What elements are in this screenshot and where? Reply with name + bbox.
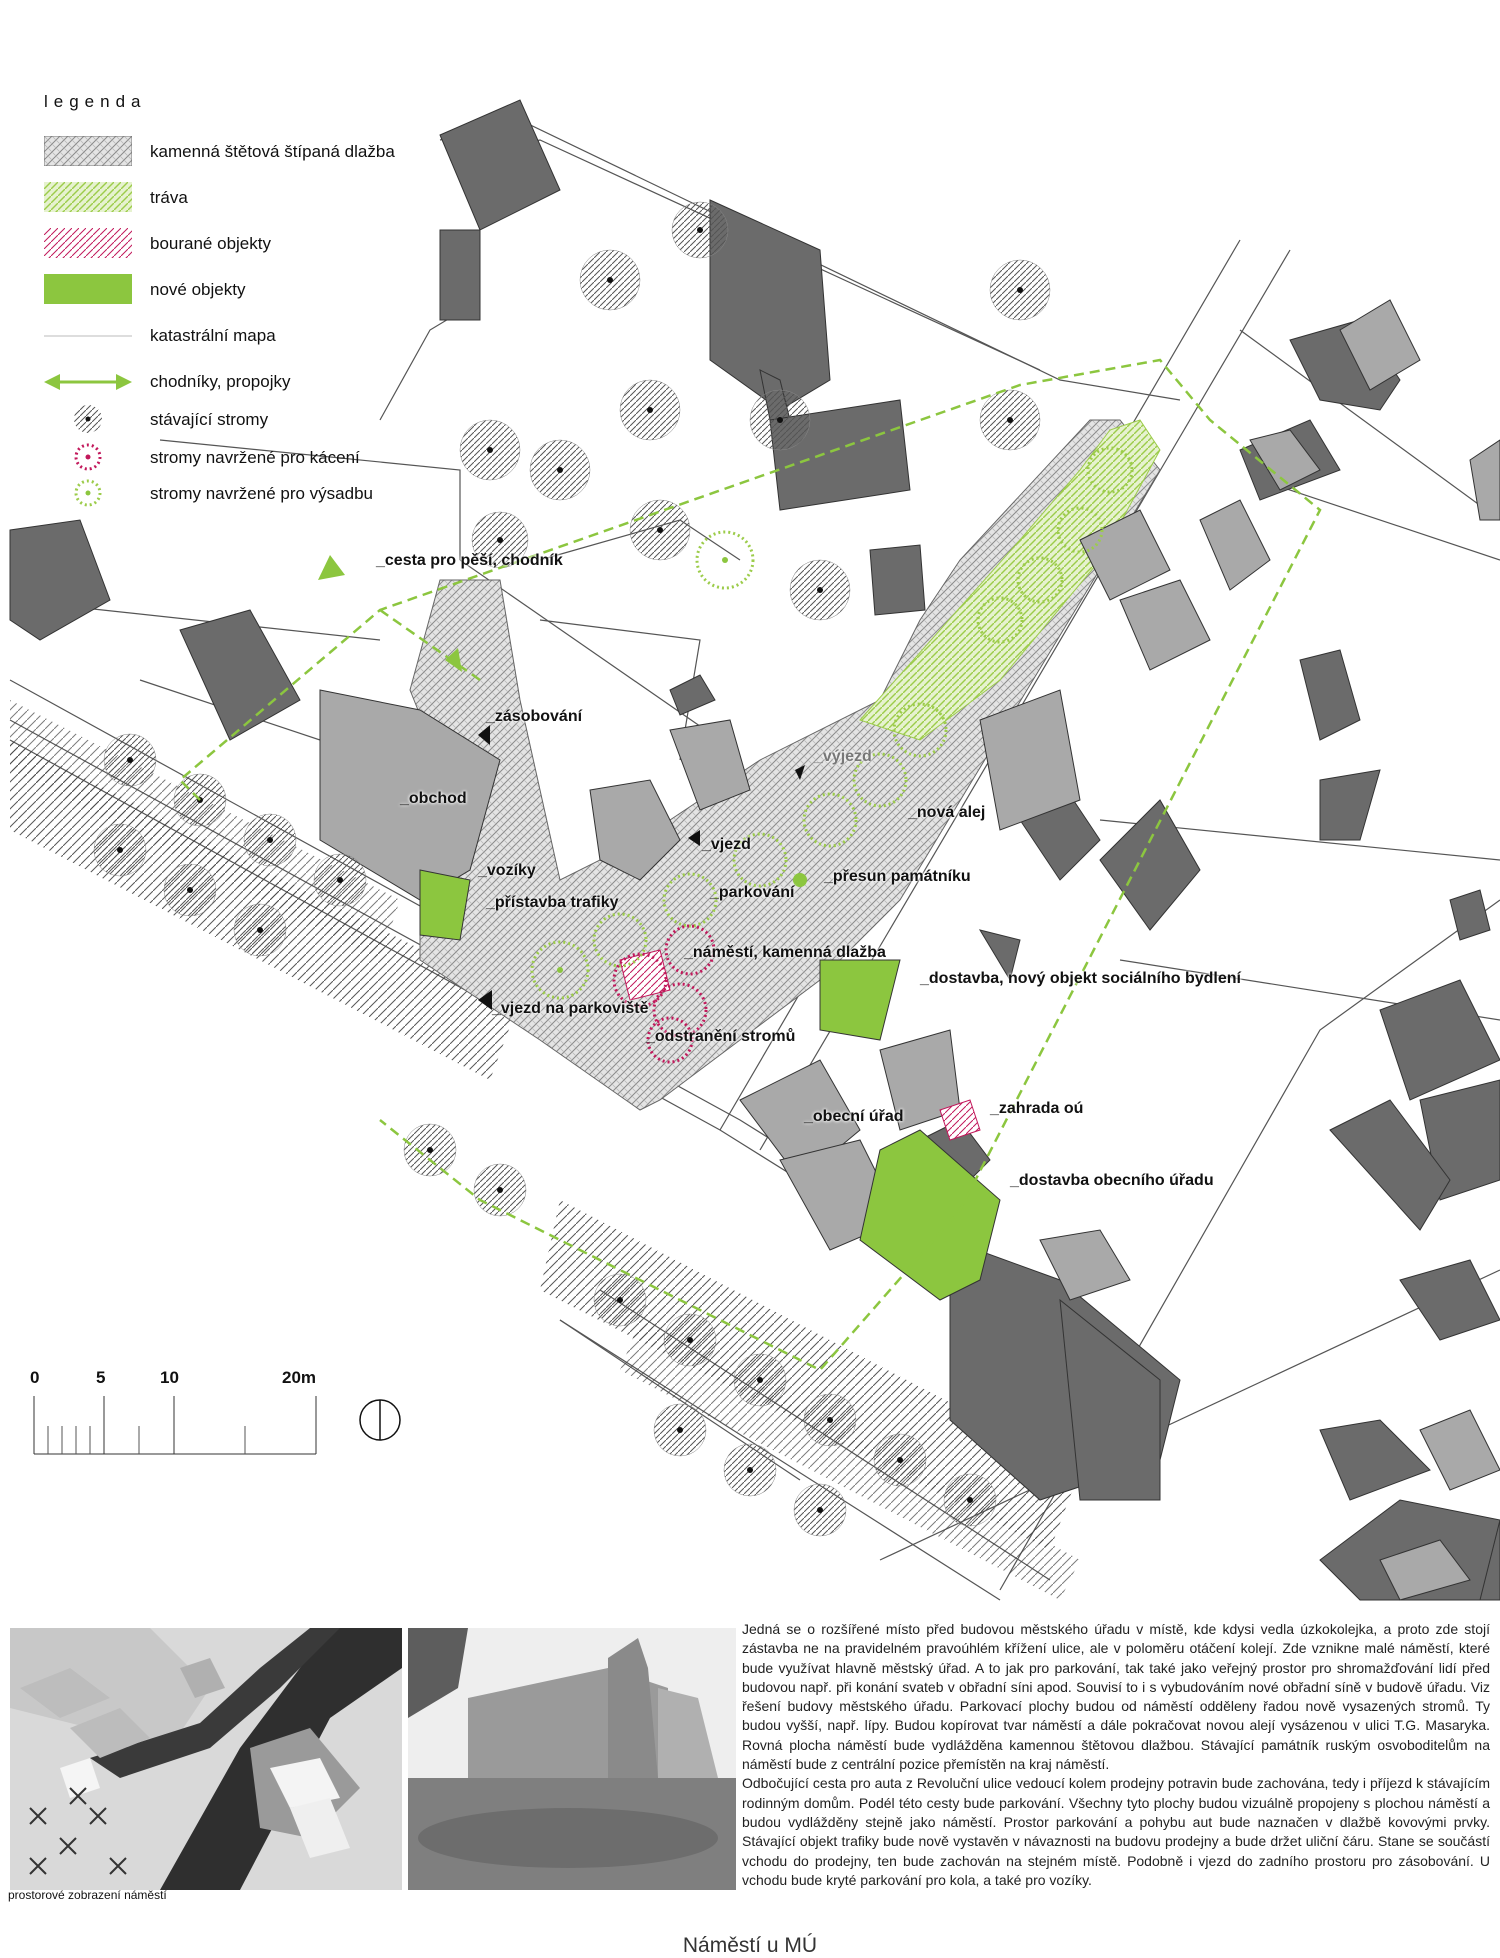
legend-label: kamenná štětová štípaná dlažba [150,142,395,161]
label-dostavba-urad: _dostavba obecního úřadu [1010,1172,1214,1189]
legend-item-felling [44,442,464,476]
legend-label: stromy navržené pro kácení [150,448,360,467]
label-namesti: _náměstí, kamenná dlažba [684,944,886,961]
scale-tick-label: 0 [30,1368,40,1387]
legend-item-demolished [44,228,464,262]
label-zasobovani: _zásobování [486,708,583,725]
tree-felling-icon [44,442,132,472]
legend-label: tráva [150,188,188,207]
label-dostavba-social: _dostavba, nový objekt sociálního bydlení [920,970,1241,987]
label-cesta: _cesta pro pěší, chodník [376,552,563,569]
label-voziky: _vozíky [478,862,536,879]
street-view-render-image [408,1628,736,1890]
paving-hatch-icon [44,136,132,166]
description-text [742,1620,1490,1890]
legend-label: nové objekty [150,280,246,299]
double-arrow-icon [44,366,132,396]
north-arrow [360,1400,400,1440]
legend-item-existing-trees [44,404,464,438]
label-obchod: _obchod [400,790,467,807]
existing-tree-icon [44,404,132,434]
label-obecni-urad: _obecní úřad [804,1108,904,1125]
legend-item-cadastral [44,320,464,354]
legend [44,92,464,503]
grass-hatch-icon [44,182,132,212]
legend-item-grass [44,182,464,216]
label-pristavba: _přístavba trafiky [486,894,619,911]
scale-tick-label: 5 [96,1368,106,1387]
legend-label: stromy navržené pro výsadbu [150,484,373,503]
label-vjezd: _vjezd [702,836,751,853]
legend-label: katastrální mapa [150,326,276,345]
label-vyjezd: _výjezd [814,748,872,765]
legend-title: legenda [44,92,147,111]
legend-item-paving [44,136,464,170]
label-zahrada: _zahrada oú [990,1100,1084,1117]
legend-label: bourané objekty [150,234,271,253]
label-presun: _přesun památníku [824,868,971,885]
label-vjezd-parkoviste: _vjezd na parkoviště [492,1000,649,1017]
new-building-icon [44,274,132,304]
scale-bar [24,1368,344,1458]
tree-planting-icon [44,478,132,508]
legend-item-new [44,274,464,308]
page-title: Náměstí u MÚ [682,1934,818,1957]
cadastral-line-icon [44,320,132,350]
label-parkovani: _parkování [710,884,795,901]
demolished-hatch-icon [44,228,132,258]
legend-item-planting [44,478,464,512]
aerial-render-image [10,1628,402,1890]
label-nova-alej: _nová alej [908,804,986,821]
legend-label: chodníky, propojky [150,372,291,391]
scale-tick-label: 20m [282,1368,317,1387]
image-caption: prostorové zobrazení náměstí [8,1888,167,1902]
description-paragraph: Jedná se o rozšířené místo před budovou městského úřadu v místě, kde kdysi vedla úzkokolejka, a proto zde stojí zástavba ne na pravidelném pravoúhlém křížení ulice, ale v poloměru otáčení kolejí. Zde vznikne malé náměstí, které bude využívat hlavně městský úřad. A to jak pro parkování, tak také jako veřejný prostor pro shromažďování lidí před budovou např. při konání svateb v obřadní síni apod. Souvisí to i s vybudováním nové obřadní síně v budově úřadu. Viz řešení budovy městského úřadu. Parkovací plochy budou od náměstí odděleny řadou nově vysazených stromů. Ty budou vyšší, např. lípy. Budou kopírovat tvar náměstí a dále pokračovat novou alejí vysázenou v ulici T.G. Masaryka. Rovná plocha náměstí bude vydlážděna kamennou štětovou dlažbou. Stávající památník ruským osvoboditelům na náměstí bude z centrální pozice přemístěn na kraj náměstí. [742,1621,1490,1773]
legend-label: stávající stromy [150,410,269,429]
scale-tick-label: 10 [160,1368,179,1387]
scale-ticks [24,1396,344,1456]
description-paragraph: Odbočující cesta pro auta z Revoluční ulice vedoucí kolem prodejny potravin bude zachována, tedy i příjezd k stávajícím rodinným domům. Podél této cesty bude parkování. Všechny tyto plochy budou vizuálně propojeny s plochou náměstí a budou vydlážděny stejně jako náměstí. Prostor parkování a pohybu aut bude naznačen v dlažbě kovovými prvky. Stávající objekt trafiky bude nově vystavěn v návaznosti na budovu prodejny a bude držet uliční čáru. Stane se součástí vchodu do prodejny, ten bude zachován na stejném místě. Podobně i vjezd do zadního prostoru pro zásobování. U vchodu bude kryté parkování pro kola, a také pro vozíky. [742,1775,1490,1888]
legend-item-paths [44,366,464,400]
label-odstraneni: _odstranění stromů [646,1028,796,1045]
